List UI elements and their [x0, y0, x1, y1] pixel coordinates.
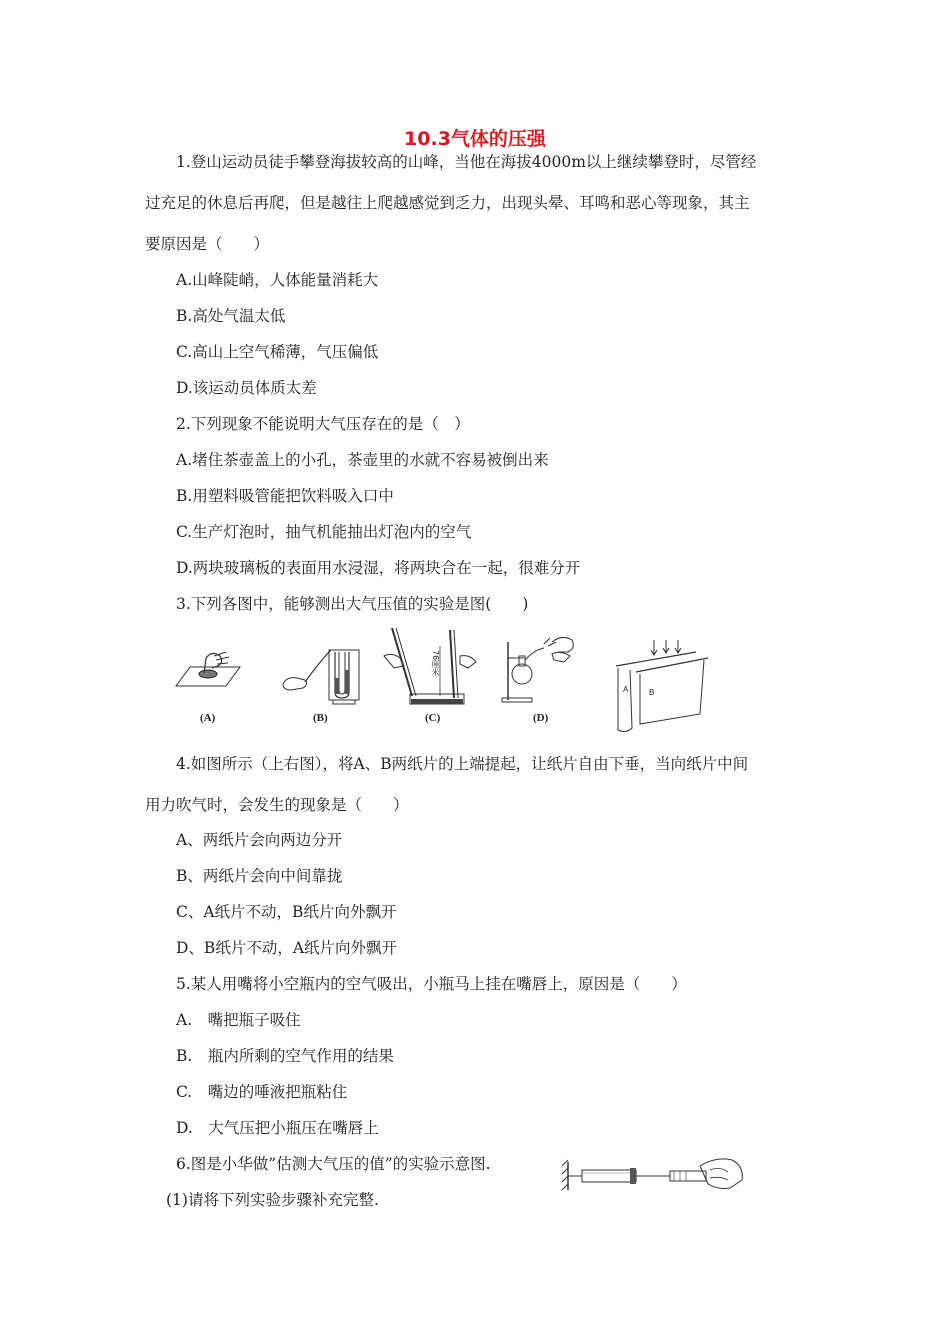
- q2-option-b: B.用塑料吸管能把饮料吸入口中: [176, 487, 394, 505]
- figure-b-u-tube: [275, 640, 365, 710]
- q5-option-c: C. 嘴边的唾液把瓶粘住: [176, 1083, 348, 1101]
- q4-option-b: B、两纸片会向中间靠拢: [176, 867, 343, 885]
- q6-sub1: (1)请将下列实验步骤补充完整.: [166, 1191, 379, 1209]
- q5-option-a: A. 嘴把瓶子吸住: [176, 1011, 301, 1029]
- q1-option-c: C.高山上空气稀薄，气压偏低: [176, 343, 379, 361]
- figure-c-height-label: 76厘米: [431, 650, 440, 677]
- q5-stem: 5.某人用嘴将小空瓶内的空气吸出，小瓶马上挂在嘴唇上，原因是（ ）: [176, 975, 687, 993]
- q1-option-d: D.该运动员体质太差: [176, 379, 317, 397]
- paper-label-b: B: [649, 688, 655, 697]
- q2-option-c: C.生产灯泡时，抽气机能抽出灯泡内的空气: [176, 523, 472, 541]
- q4-stem-line1: 4.如图所示（上右图），将A、B两纸片的上端提起，让纸片自由下垂，当向纸片中间: [176, 755, 749, 773]
- figure-d-caption: (D): [533, 712, 549, 724]
- paper-label-a: A: [623, 685, 629, 694]
- figure-a-suction-cup: [174, 644, 244, 689]
- q1-option-b: B.高处气温太低: [176, 307, 286, 325]
- q4-option-d: D、B纸片不动，A纸片向外飘开: [176, 939, 398, 957]
- figure-d-flask-stand: [500, 632, 580, 704]
- q1-stem-line3: 要原因是（ ）: [145, 235, 270, 253]
- figure-b-caption: (B): [313, 712, 328, 724]
- figure-syringe-experiment: [560, 1156, 750, 1202]
- figure-c-caption: (C): [425, 712, 441, 724]
- figure-paper-sheets: [614, 640, 714, 740]
- q1-stem-line1: 1.登山运动员徒手攀登海拔较高的山峰，当他在海拔4000m以上继续攀登时，尽管经: [176, 153, 757, 171]
- q4-option-c: C、A纸片不动，B纸片向外飘开: [176, 903, 397, 921]
- page-title: 10.3气体的压强: [404, 128, 546, 150]
- q5-option-d: D. 大气压把小瓶压在嘴唇上: [176, 1119, 379, 1137]
- q6-stem: 6.图是小华做”估测大气压的值”的实验示意图.: [176, 1155, 491, 1173]
- q5-option-b: B. 瓶内所剩的空气作用的结果: [176, 1047, 394, 1065]
- q3-stem: 3.下列各图中，能够测出大气压值的实验是图( ): [176, 595, 529, 613]
- q2-stem: 2.下列现象不能说明大气压存在的是（ ）: [176, 415, 470, 433]
- q1-stem-line2: 过充足的休息后再爬，但是越往上爬越感觉到乏力，出现头晕、耳鸣和恶心等现象，其主: [145, 194, 750, 212]
- q2-option-a: A.堵住茶壶盖上的小孔，茶壶里的水就不容易被倒出来: [176, 451, 549, 469]
- q4-stem-line2: 用力吹气时，会发生的现象是（ ）: [145, 796, 409, 814]
- q1-option-a: A.山峰陡峭，人体能量消耗大: [176, 271, 379, 289]
- q4-option-a: A、两纸片会向两边分开: [176, 831, 343, 849]
- figure-a-caption: (A): [200, 712, 216, 724]
- q2-option-d: D.两块玻璃板的表面用水浸湿，将两块合在一起，很难分开: [176, 559, 581, 577]
